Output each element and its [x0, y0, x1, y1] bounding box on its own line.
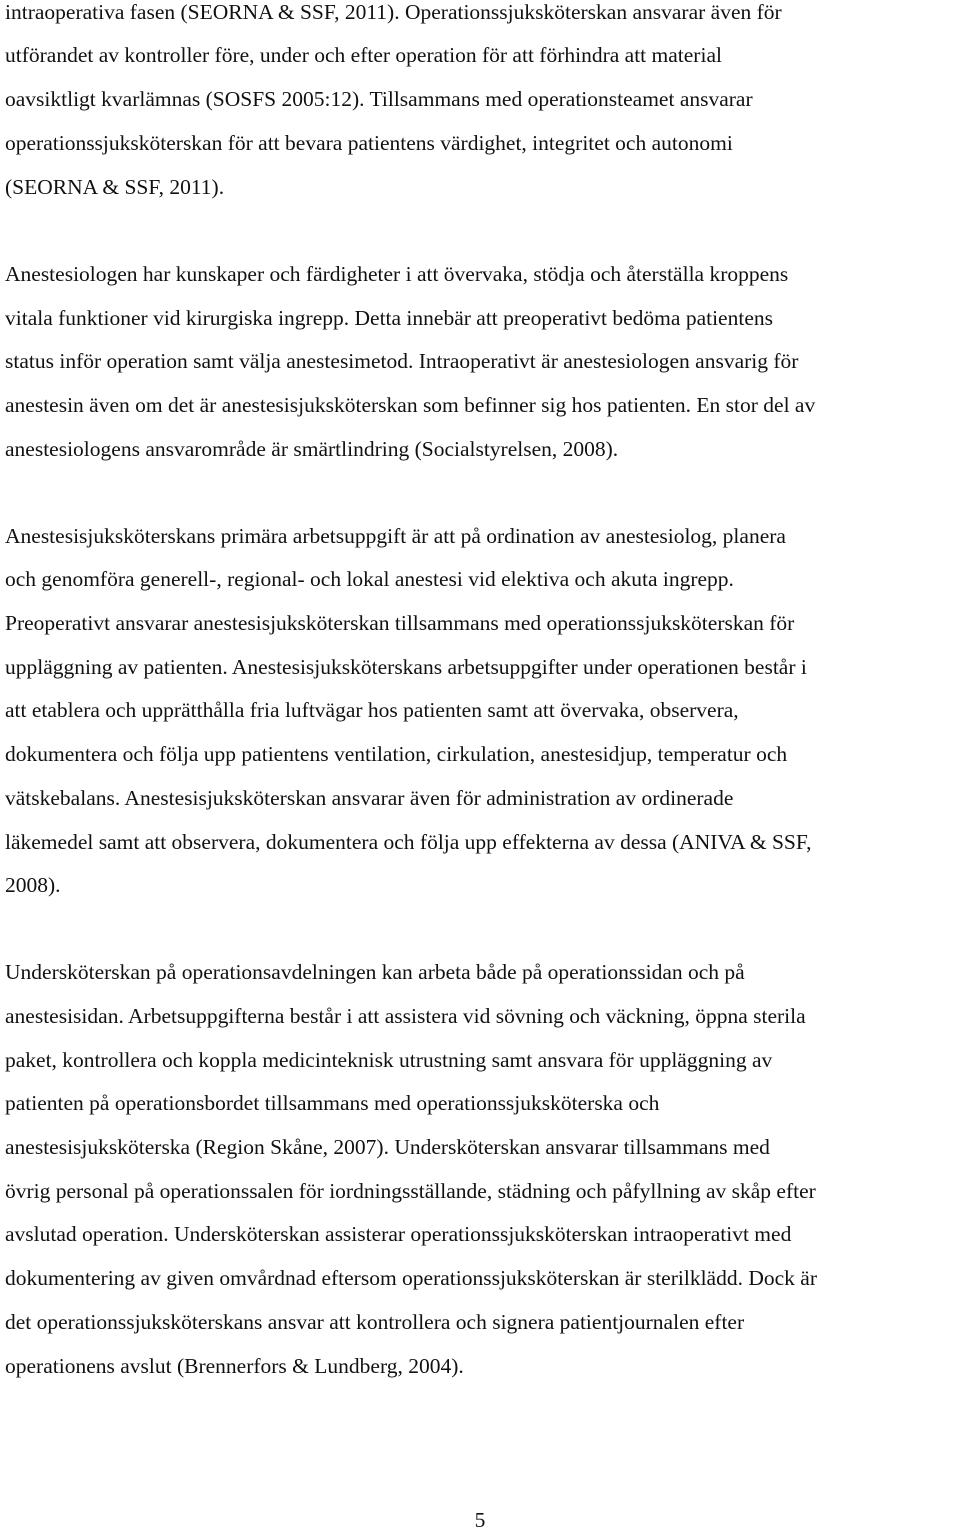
text-line: anestesiologens ansvarområde är smärtlindring (Socialstyrelsen, 2008). — [5, 437, 619, 461]
text-line: Undersköterskan på operationsavdelningen kan arbeta både på operationssidan och på — [5, 960, 745, 984]
text-line: 2008). — [5, 873, 61, 897]
text-line: och genomföra generell-, regional- och lokal anestesi vid elektiva och akuta ingrepp. — [5, 567, 734, 591]
text-line: operationens avslut (Brennerfors & Lundberg, 2004). — [5, 1354, 464, 1378]
text-line: utförandet av kontroller före, under och efter operation för att förhindra att material — [5, 43, 722, 67]
text-line: anestesin även om det är anestesisjuksköterskan som befinner sig hos patienten. En stor del av — [5, 393, 816, 417]
text-line: anestesisidan. Arbetsuppgifterna består i att assistera vid sövning och väckning, öppna sterila — [5, 1004, 806, 1028]
text-line: (SEORNA & SSF, 2011). — [5, 175, 225, 199]
text-line: Anestesisjuksköterskans primära arbetsuppgift är att på ordination av anestesiolog, planera — [5, 524, 786, 548]
text-line: avslutad operation. Undersköterskan assisterar operationssjuksköterskan intraoperativt med — [5, 1222, 792, 1246]
text-line: uppläggning av patienten. Anestesisjuksköterskans arbetsuppgifter under operationen består i — [5, 655, 807, 679]
text-line: Anestesiologen har kunskaper och färdigheter i att övervaka, stödja och återställa kroppens — [5, 262, 789, 286]
text-line: operationssjuksköterskan för att bevara patientens värdighet, integritet och autonomi — [5, 131, 733, 155]
text-line: intraoperativa fasen (SEORNA & SSF, 2011). Operationssjuksköterskan ansvarar även för — [5, 0, 782, 24]
text-line: Preoperativt ansvarar anestesisjuksköterskan tillsammans med operationssjuksköterskan för — [5, 611, 795, 635]
text-line: dokumentera och följa upp patientens ventilation, cirkulation, anestesidjup, temperatur och — [5, 742, 788, 766]
text-line: vitala funktioner vid kirurgiska ingrepp. Detta innebär att preoperativt bedöma patientens — [5, 306, 773, 330]
text-line: anestesisjuksköterska (Region Skåne, 2007). Undersköterskan ansvarar tillsammans med — [5, 1135, 770, 1159]
text-line: patienten på operationsbordet tillsammans med operationssjuksköterska och — [5, 1091, 660, 1115]
text-line: paket, kontrollera och koppla medicinteknisk utrustning samt ansvara för uppläggning av — [5, 1048, 773, 1072]
page-number: 5 — [474, 1508, 486, 1532]
text-line: övrig personal på operationssalen för iordningsställande, städning och påfyllning av skåp efter — [5, 1179, 816, 1203]
text-line: dokumentering av given omvårdnad eftersom operationssjuksköterskan är sterilklädd. Dock är — [5, 1266, 817, 1290]
text-line: status inför operation samt välja anestesimetod. Intraoperativt är anestesiologen ansvarig för — [5, 349, 799, 373]
text-line: vätskebalans. Anestesisjuksköterskan ansvarar även för administration av ordinerade — [5, 786, 734, 810]
text-line: att etablera och upprätthålla fria luftvägar hos patienten samt att övervaka, observera, — [5, 698, 739, 722]
text-line: läkemedel samt att observera, dokumentera och följa upp effekterna av dessa (ANIVA & SSF, — [5, 830, 812, 854]
text-line: oavsiktligt kvarlämnas (SOSFS 2005:12). Tillsammans med operationsteamet ansvarar — [5, 87, 753, 111]
text-line: det operationssjuksköterskans ansvar att kontrollera och signera patientjournalen efter — [5, 1310, 745, 1334]
